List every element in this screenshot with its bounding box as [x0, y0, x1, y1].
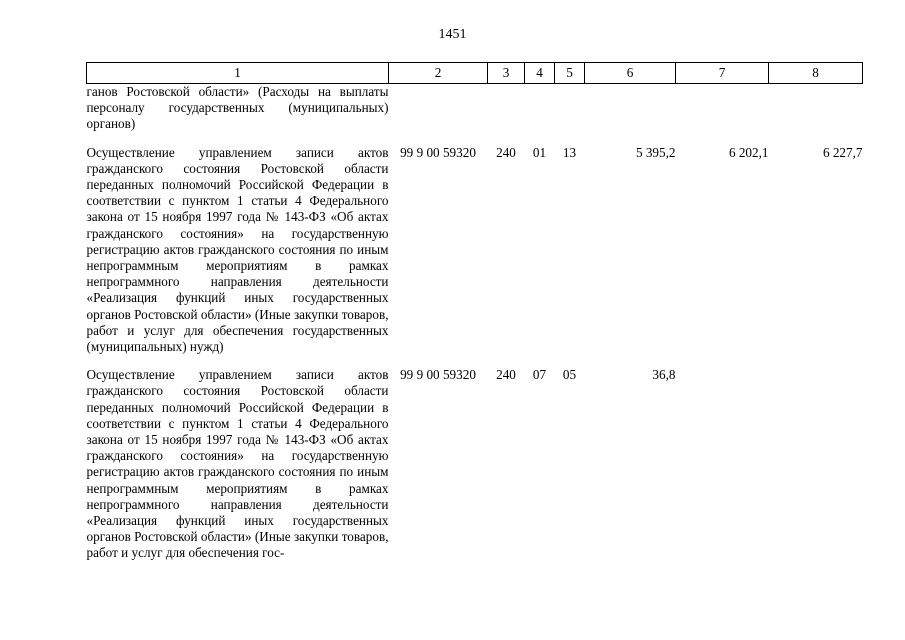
row-description: ганов Ростовской области» (Расходы на выплаты персоналу государственных (муниципальных) органов) — [86, 84, 389, 132]
row-section: 01 — [532, 144, 547, 160]
row-sum-col7 — [676, 355, 769, 561]
row-sum-col8: 6 227,7 — [822, 144, 863, 160]
row-section: 07 — [532, 367, 547, 383]
table-row — [87, 355, 863, 561]
table-row — [87, 133, 863, 356]
table-row-continuation — [87, 84, 863, 133]
budget-table — [86, 62, 863, 562]
row-description: Осуществление управлением записи актов гражданского состояния Ростовской области переданных полномочий Российской Федерации в соответствии с пунктом 1 статьи 4 Федерального закона от 15 ноября 1997 года № 143-ФЗ «Об актах гражданского состояния» на государственную регистрацию актов гражданского состояния по иным непрограммным мероприятиям в рамках непрограммного направления деятельности «Реализация функций иных государственных органов Ростовской области» (Иные закупки товаров, работ и услуг для обеспечения государственных (муниципальных) нужд) — [86, 144, 389, 355]
row-subsection: 05 — [562, 367, 577, 383]
col-header-6: 6 — [585, 63, 676, 84]
row-description: Осуществление управлением записи актов гражданского состояния Ростовской области переданных полномочий Российской Федерации в соответствии с пунктом 1 статьи 4 Федерального закона от 15 ноября 1997 года № 143-ФЗ «Об актах гражданского состояния» на государственную регистрацию актов гражданского состояния по иным непрограммным мероприятиям в рамках непрограммного направления деятельности «Реализация функций иных государственных органов Ростовской области» (Иные закупки товаров, работ и услуг для обеспечения гос- — [86, 367, 389, 561]
col-header-5: 5 — [555, 63, 585, 84]
row-sum-col6: 36,8 — [652, 367, 676, 383]
col-header-2: 2 — [389, 63, 488, 84]
col-header-8: 8 — [769, 63, 863, 84]
row-expense-type: 240 — [496, 144, 516, 160]
row-sum-col8 — [769, 355, 863, 561]
row-target-article: 99 9 00 59320 — [400, 367, 476, 383]
col-header-3: 3 — [488, 63, 525, 84]
row-sum-col7: 6 202,1 — [728, 144, 769, 160]
header-row — [87, 63, 863, 84]
row-expense-type: 240 — [496, 367, 516, 383]
col-header-4: 4 — [525, 63, 555, 84]
col-header-7: 7 — [676, 63, 769, 84]
col-header-1: 1 — [87, 63, 389, 84]
page-number: 1451 — [438, 27, 467, 42]
row-target-article: 99 9 00 59320 — [400, 144, 476, 160]
row-sum-col6: 5 395,2 — [635, 144, 676, 160]
row-subsection: 13 — [562, 144, 577, 160]
